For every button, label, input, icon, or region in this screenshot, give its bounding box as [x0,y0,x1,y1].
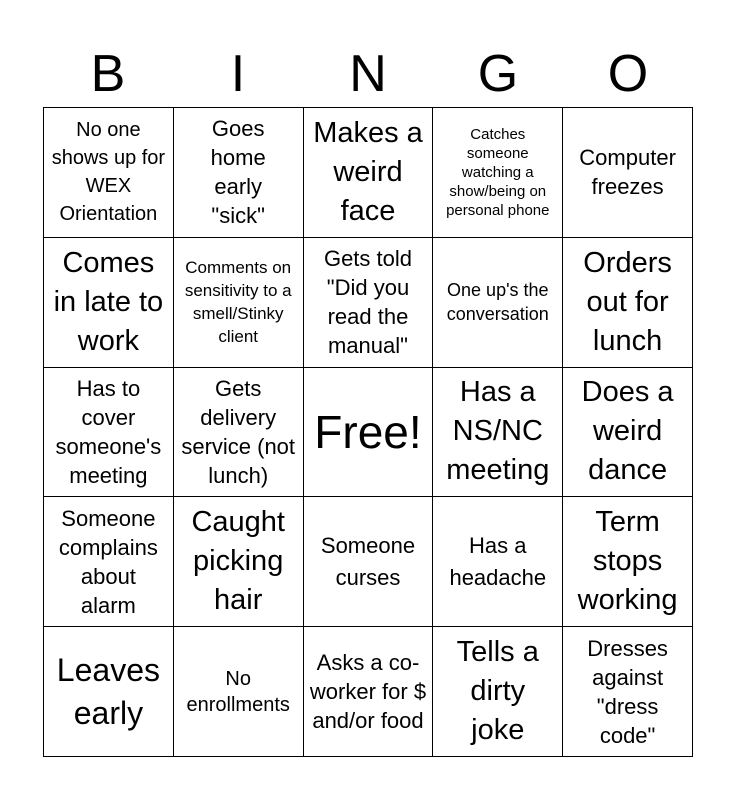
header-letter-o: O [607,45,649,103]
bingo-cell[interactable] [304,627,434,757]
bingo-cell[interactable] [304,238,434,368]
bingo-card-grid [43,107,693,757]
bingo-cell[interactable] [174,497,304,627]
cell-label: Dresses against "dress code" [587,635,668,748]
bingo-cell[interactable] [44,238,174,368]
cell-label: Comes in late to work [53,246,164,357]
cell-label: Has a NS/NC meeting [446,376,550,487]
bingo-cell[interactable] [304,497,434,627]
bingo-cell[interactable] [563,238,693,368]
bingo-cell[interactable] [44,627,174,757]
bingo-cell[interactable] [44,497,174,627]
bingo-cell[interactable] [44,368,174,498]
bingo-cell[interactable] [174,108,304,238]
bingo-cell[interactable] [433,238,563,368]
cell-label: No one shows up for WEX Orientation [51,119,166,226]
cell-label: Makes a weird face [313,116,423,227]
cell-label: Computer freezes [579,145,676,200]
cell-label: Catches someone watching a show/being on personal phone [446,125,550,219]
cell-label: Term stops working [577,506,678,617]
cell-label: Someone complains about alarm [58,505,158,618]
free-space-label: Free! [314,405,422,458]
bingo-cell[interactable] [433,368,563,498]
bingo-cell[interactable] [563,497,693,627]
cell-label: Has a headache [449,532,547,590]
header-letter-i: I [230,45,246,103]
bingo-cell[interactable] [433,627,563,757]
cell-label: Caught picking hair [191,506,285,617]
cell-label: No enrollments [186,667,290,716]
cell-label: Goes home early "sick" [210,116,266,229]
bingo-cell[interactable] [563,108,693,238]
bingo-cell[interactable] [44,108,174,238]
bingo-cell[interactable] [433,497,563,627]
bingo-cell[interactable] [433,108,563,238]
bingo-cell[interactable] [174,627,304,757]
cell-label: One up's the conversation [446,280,549,325]
bingo-cell[interactable] [304,108,434,238]
cell-label: Does a weird dance [581,376,674,487]
bingo-cell[interactable] [563,627,693,757]
free-space-cell[interactable] [304,368,434,498]
bingo-header [43,44,693,104]
bingo-cell[interactable] [563,368,693,498]
cell-label: Gets delivery service (not lunch) [181,375,296,488]
cell-label: Someone curses [320,532,416,590]
header-letter-g: G [477,45,519,103]
header-letter-b: B [90,45,126,103]
cell-label: Tells a dirty joke [456,636,539,747]
cell-label: Comments on sensitivity to a smell/Stinky client [184,258,292,347]
cell-label: Asks a co-worker for $ and/or food [309,650,427,734]
cell-label: Orders out for lunch [583,246,672,357]
cell-label: Gets told "Did you read the manual" [323,246,412,359]
header-letter-n: N [349,45,387,103]
cell-label: Leaves early [56,651,160,731]
bingo-cell[interactable] [174,238,304,368]
cell-label: Has to cover someone's meeting [55,375,162,488]
bingo-cell[interactable] [174,368,304,498]
